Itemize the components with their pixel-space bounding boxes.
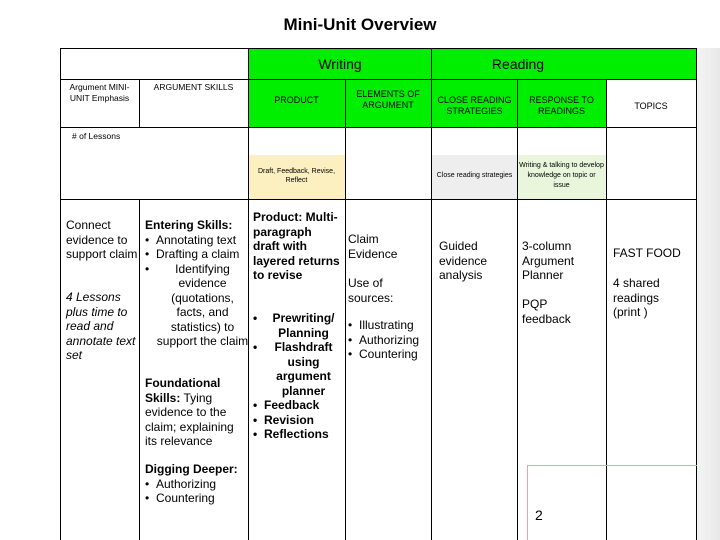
deeper-list [145,477,249,506]
list-item: • Revision [253,413,343,428]
product-subheader: Draft, Feedback, Revise, Reflect [257,168,336,184]
argument-skills-header: ARGUMENT SKILLS [153,82,234,92]
list-item: • Annotating text [145,233,249,248]
product-list-block [253,311,343,442]
list-item: • Reflections [253,427,343,442]
elements-header: ELEMENTS OF ARGUMENT [356,89,420,110]
reading-group-header [432,48,697,79]
topic-text: FAST FOOD [613,246,681,260]
response-subheader: Writing & talking to develop knowledge on topic or issue [519,162,604,189]
foundational-label: Foundational Skills: [145,376,221,405]
close-reading-header: CLOSE READING STRATEGIES [437,95,512,116]
list-item: • Drafting a claim [145,247,249,262]
page-title: Mini-Unit Overview [283,15,437,34]
response-header: RESPONSE TO READINGS [529,95,594,116]
reading-group-label: Reading [491,56,545,72]
entering-skills-list [145,233,249,349]
list-item: • Illustrating [348,318,430,333]
list-item: • Flashdraft using argument planner [253,340,343,398]
deeper-block [145,462,249,506]
skills-block [145,218,249,349]
elements-list [348,318,430,362]
list-item: • Countering [348,347,430,362]
product-title: Product: Multi-paragraph draft with layered returns to revise [253,210,340,282]
lessons-header: # of Lessons [72,131,121,141]
product-list [253,311,343,442]
list-item: • Authorizing [145,477,249,492]
foundational-text: Tying evidence to the claim; explaining its relevance [145,390,234,448]
right-margin [697,48,720,540]
readings-text: 4 shared readings (print ) [613,276,660,319]
page-number: 2 [535,507,543,523]
elements-list-block [348,318,430,362]
writing-group-label: Writing [318,56,362,72]
list-item: • Authorizing [348,333,430,348]
emphasis-header: Argument MINI-UNIT Emphasis [69,82,130,103]
deeper-label: Digging Deeper: [145,462,238,476]
topics-header: TOPICS [634,101,668,111]
foundational-block [145,376,243,449]
emphasis-lessons: 4 Lessons plus time to read and annotate text set [66,290,136,362]
list-item: • Prewriting/ Planning [253,311,343,340]
emphasis-title: Connect evidence to support claim [66,218,138,261]
list-item: • Countering [145,491,249,506]
list-item: • Identifying evidence (quotations, facts, and statistics) to support the claim [145,262,249,349]
page-number-box [527,465,697,540]
elements-sources: Use of sources: [348,276,394,305]
close-reading-subheader: Close reading strategies [436,172,513,179]
elements-claim: Claim Evidence [348,232,398,261]
close-reading-text: Guided evidence analysis [439,239,488,282]
response-feedback: PQP feedback [522,297,571,326]
response-planner: 3-column Argument Planner [522,239,575,282]
list-item: • Feedback [253,398,343,413]
entering-skills-label: Entering Skills: [145,218,233,232]
product-header: PRODUCT [274,95,319,105]
